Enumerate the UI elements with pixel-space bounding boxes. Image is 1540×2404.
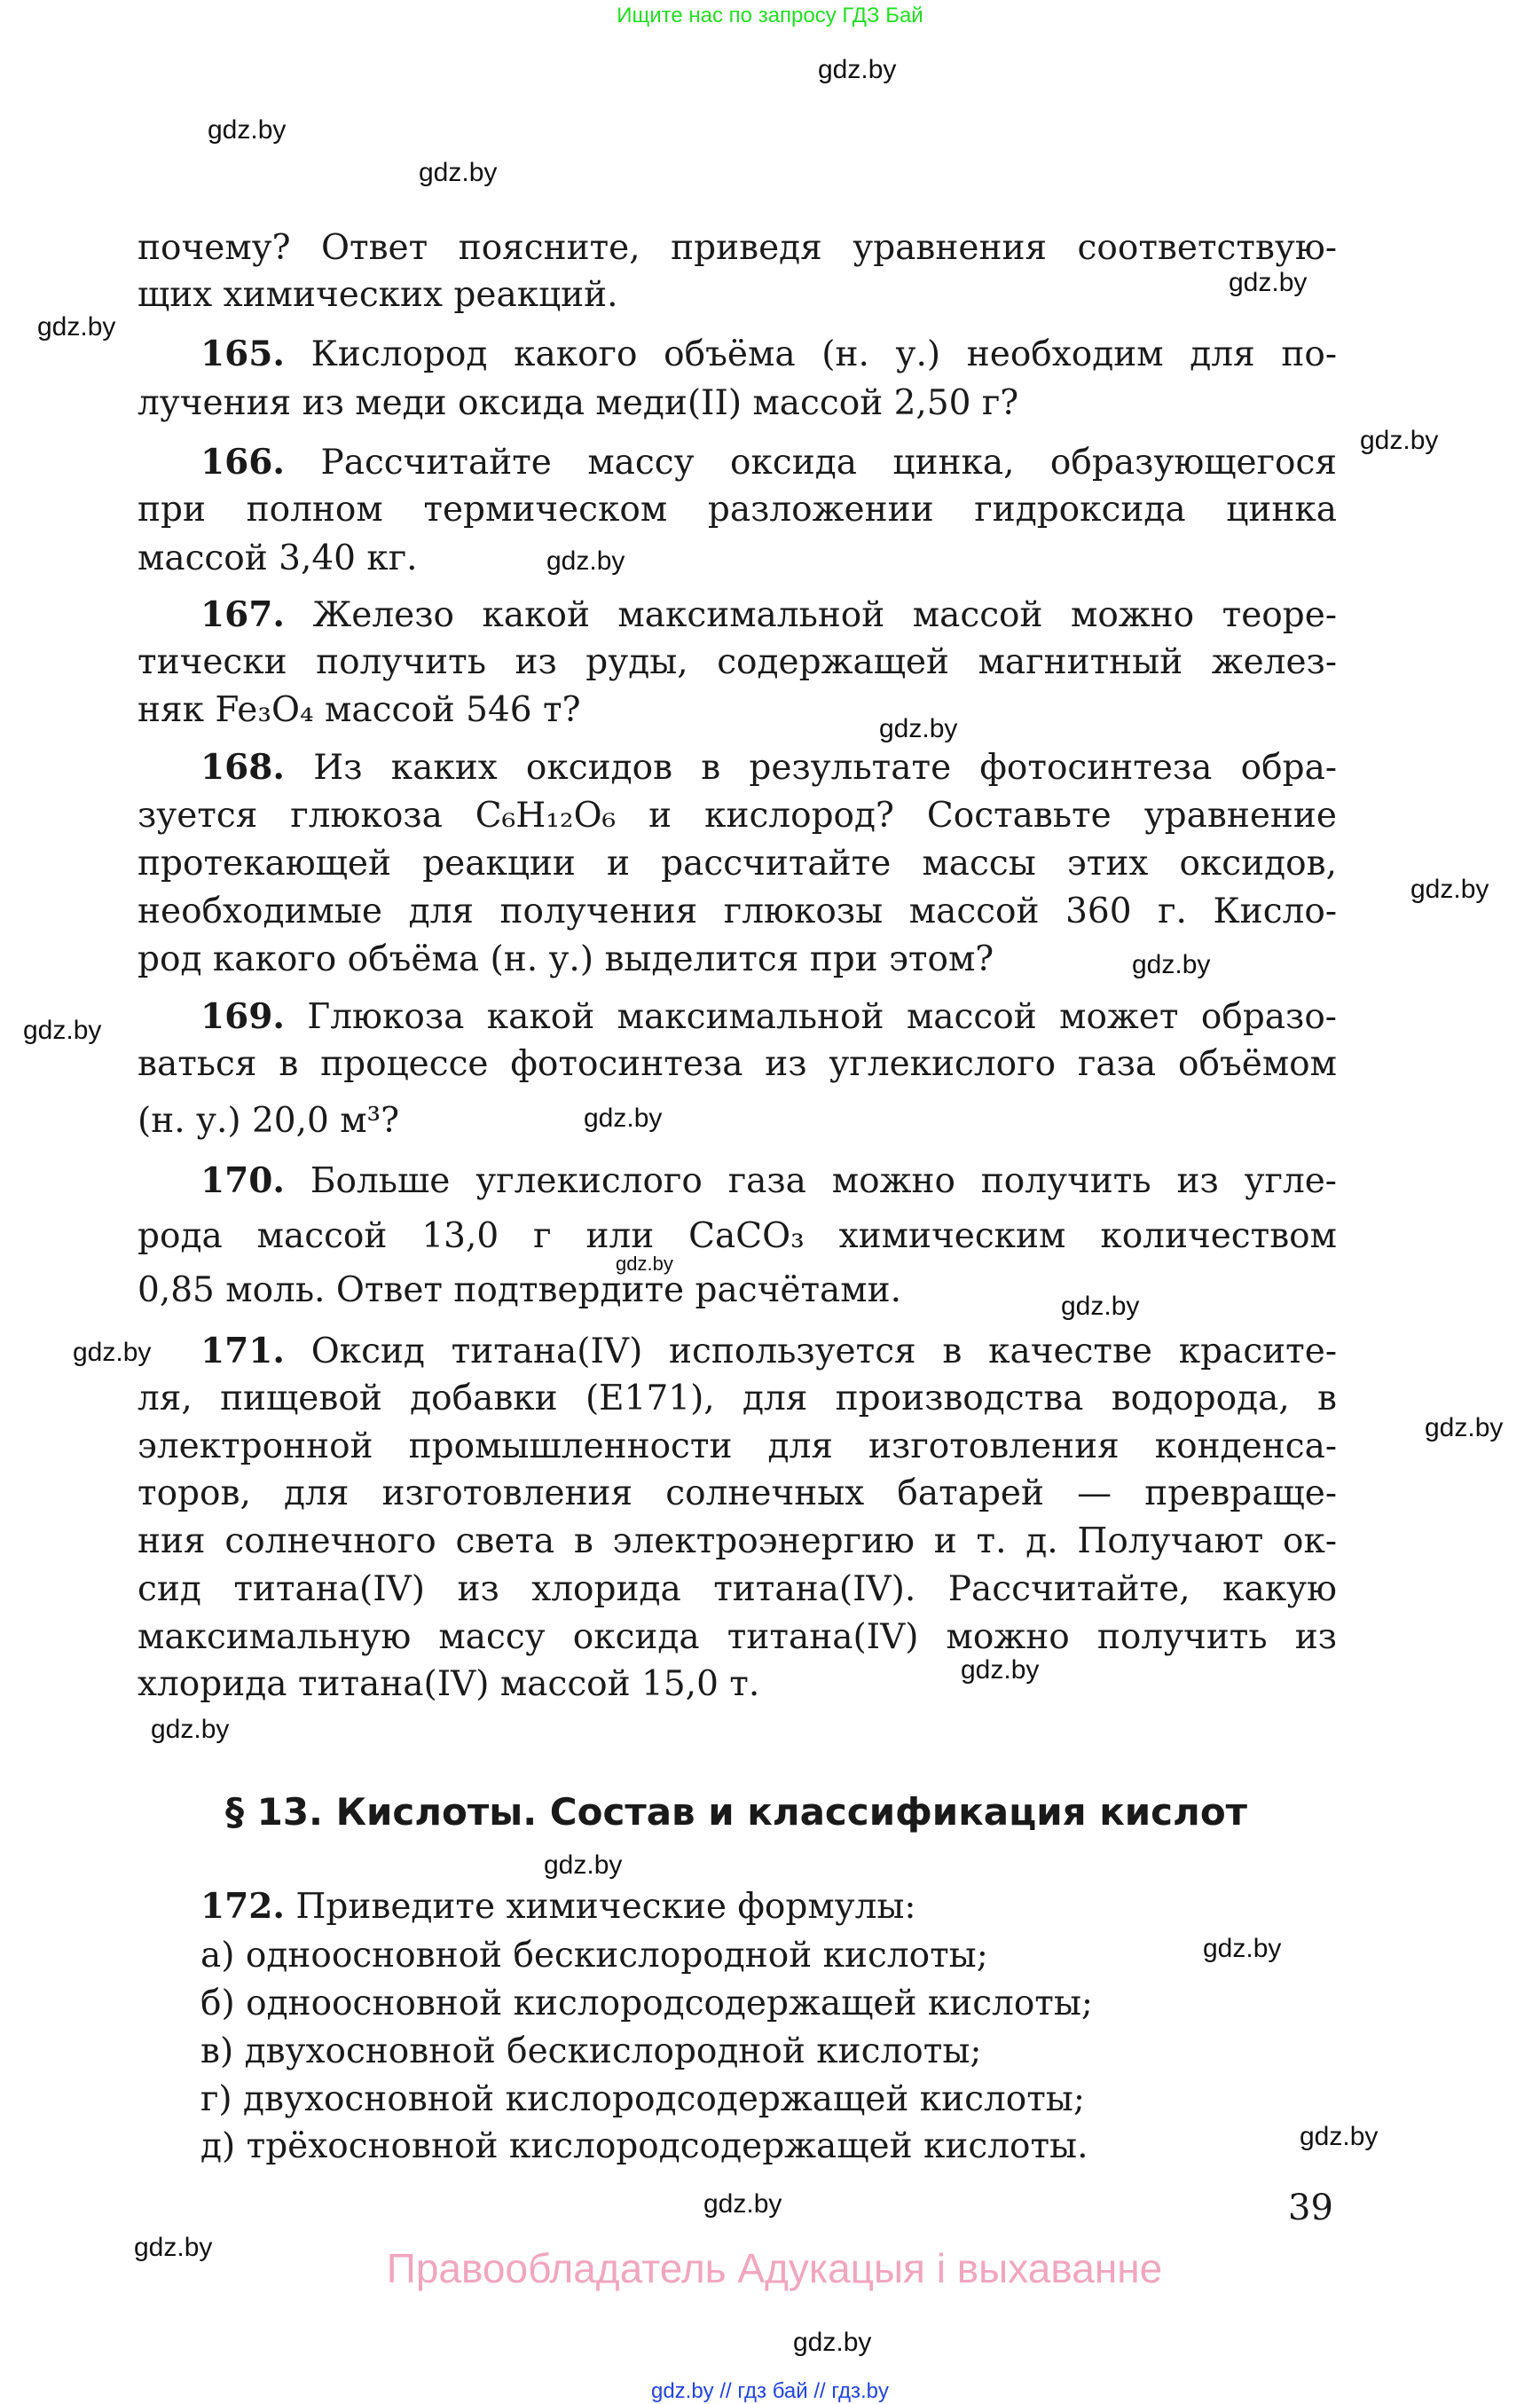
text-line: электронной промышленности для изготовления конденса- (138, 1426, 1337, 1466)
problem-169 (200, 993, 1337, 1041)
list-item: в) двухосновной бескислородной кислоты; (200, 2031, 982, 2071)
problem-number: 166. (200, 442, 285, 483)
problem-165 (200, 330, 1337, 378)
text: Кислород какого объёма (н. у.) необходим для по- (310, 334, 1337, 374)
text: Больше углекислого газа можно получить из угле- (310, 1161, 1337, 1201)
text-line: при полном термическом разложении гидроксида цинка (138, 490, 1337, 530)
watermark: gdz.by (208, 115, 287, 145)
text-line: протекающей реакции и рассчитайте массы этих оксидов, (138, 844, 1337, 884)
watermark: gdz.by (1425, 1413, 1504, 1442)
watermark: gdz.by (1203, 1934, 1282, 1963)
watermark: gdz.by (1229, 268, 1308, 297)
text: Рассчитайте массу оксида цинка, образующегося (320, 443, 1337, 483)
list-item: г) двухосновной кислородсодержащей кислоты; (200, 2079, 1085, 2119)
text-line: хлорида титана(IV) массой 15,0 т. (138, 1664, 760, 1704)
watermark: gdz.by (818, 55, 897, 84)
watermark: gdz.by (703, 2189, 782, 2219)
list-item: д) трёхосновной кислородсодержащей кислоты. (200, 2126, 1088, 2166)
watermark: gdz.by (23, 1016, 102, 1045)
problem-number: 167. (200, 594, 285, 635)
copyright-notice: Правообладатель Адукацыя і выхаванне (386, 2245, 1163, 2291)
text-line: зуется глюкоза C₆H₁₂O₆ и кислород? Составьте уравнение (138, 796, 1337, 836)
text-line: массой 3,40 кг. (138, 538, 418, 578)
watermark: gdz.by (134, 2233, 213, 2262)
top-banner[interactable]: Ищите нас по запросу ГДЗ Бай (617, 4, 923, 27)
text: Железо какой максимальной массой можно теоре- (312, 595, 1337, 635)
problem-167 (200, 591, 1337, 639)
text: Приведите химические формулы: (295, 1887, 916, 1927)
text-line: род какого объёма (н. у.) выделится при этом? (138, 939, 994, 979)
watermark: gdz.by (584, 1104, 663, 1133)
text-line: необходимые для получения глюкозы массой 360 г. Кисло- (138, 892, 1337, 931)
problem-171 (200, 1327, 1337, 1375)
text-line: (н. у.) 20,0 м³? (138, 1101, 400, 1141)
problem-168 (200, 743, 1337, 791)
text-line: максимальную массу оксида титана(IV) можно получить из (138, 1617, 1337, 1657)
text-line: сид титана(IV) из хлорида титана(IV). Рассчитайте, какую (138, 1569, 1337, 1609)
text-line: рода массой 13,0 г или CaCO₃ химическим количеством (138, 1216, 1337, 1256)
text: Глюкоза какой максимальной массой может образо- (307, 997, 1337, 1037)
text-line: лучения из меди оксида меди(II) массой 2,50 г? (138, 383, 1019, 423)
watermark: gdz.by (546, 546, 625, 576)
problem-166 (200, 438, 1337, 486)
watermark: gdz.by (1132, 950, 1211, 979)
text-line: няк Fe₃O₄ массой 546 т? (138, 690, 581, 730)
watermark: gdz.by (1360, 426, 1439, 455)
watermark: gdz.by (37, 312, 116, 342)
text-line: торов, для изготовления солнечных батарей — превраще- (138, 1473, 1337, 1513)
problem-number: 165. (200, 334, 285, 374)
page-number: 39 (1288, 2188, 1333, 2228)
list-item: а) одноосновной бескислородной кислоты; (200, 1936, 988, 1976)
text-line: ля, пищевой добавки (Е171), для производства водорода, в (138, 1379, 1337, 1418)
bottom-links[interactable]: gdz.by // гдз бай // гдз.by (650, 2379, 890, 2403)
problem-number: 170. (200, 1160, 285, 1201)
text: Из каких оксидов в результате фотосинтеза обра- (313, 748, 1337, 788)
watermark: gdz.by (1410, 875, 1489, 904)
problem-number: 169. (200, 996, 285, 1037)
text-line: 0,85 моль. Ответ подтвердите расчётами. (138, 1270, 902, 1310)
section-title: § 13. Кислоты. Состав и классификация кислот (224, 1790, 1248, 1834)
text-line: тически получить из руды, содержащей магнитный желез- (138, 642, 1337, 682)
text: Оксид титана(IV) используется в качестве красите- (310, 1332, 1337, 1371)
watermark: gdz.by (544, 1850, 623, 1880)
problem-172 (200, 1882, 1337, 1931)
watermark: gdz.by (1300, 2122, 1379, 2151)
watermark: gdz.by (879, 714, 958, 743)
watermark: gdz.by (419, 158, 498, 187)
watermark: gdz.by (151, 1715, 230, 1744)
text-line: ваться в процессе фотосинтеза из углекислого газа объёмом (138, 1044, 1337, 1084)
watermark: gdz.by (73, 1338, 152, 1367)
problem-number: 172. (200, 1886, 285, 1927)
problem-170 (200, 1157, 1337, 1205)
watermark: gdz.by (793, 2328, 872, 2357)
watermark: gdz.by (1061, 1292, 1140, 1321)
list-item: б) одноосновной кислородсодержащей кислоты; (200, 1984, 1094, 2023)
problem-number: 168. (200, 747, 285, 788)
text-line: щих химических реакций. (138, 275, 618, 315)
watermark: gdz.by (616, 1253, 673, 1275)
watermark: gdz.by (961, 1655, 1040, 1685)
text-line: почему? Ответ поясните, приведя уравнения соответствую- (138, 228, 1337, 268)
text-line: ния солнечного света в электроэнергию и т. д. Получают ок- (138, 1521, 1337, 1561)
problem-number: 171. (200, 1331, 285, 1371)
